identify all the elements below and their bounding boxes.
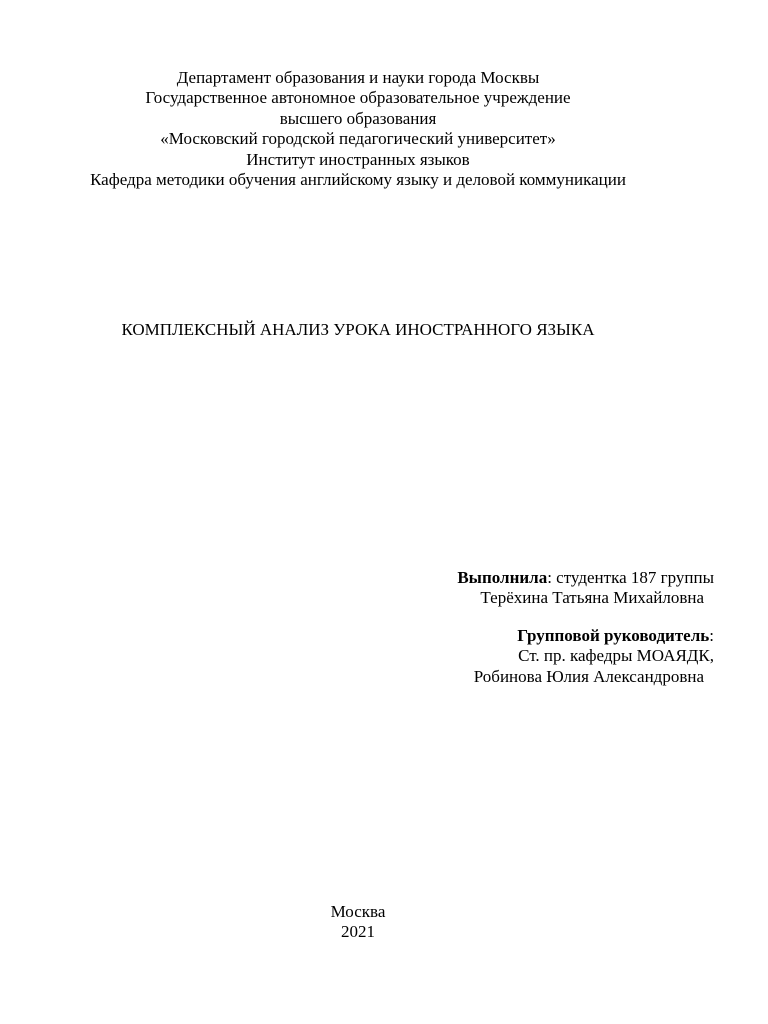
header-line-department: Департамент образования и науки города Москвы [176, 68, 540, 87]
header-line-chair: Кафедра методики обучения английскому языку и деловой коммуникации [90, 170, 626, 190]
supervisor-name: Робинова Юлия Александровна [473, 666, 704, 686]
header-line-university: «Московский городской педагогический университет» [160, 129, 556, 149]
header-line-institution-type: Государственное автономное образовательное учреждение [145, 88, 571, 108]
performer-label: Выполнила [457, 568, 548, 587]
document-title: КОМПЛЕКСНЫЙ АНАЛИЗ УРОКА ИНОСТРАННОГО ЯЗЫКА [121, 320, 595, 339]
signature-block [457, 568, 714, 687]
footer-city: Москва [330, 902, 386, 921]
place-and-year [0, 902, 768, 943]
footer-year: 2021 [341, 922, 375, 942]
supervisor-suffix: : [709, 625, 714, 645]
header-line-institute: Институт иностранных языков [246, 149, 470, 169]
performer-name: Терёхина Татьяна Михайловна [480, 588, 704, 608]
performer-line [457, 568, 714, 588]
institution-header [0, 68, 768, 190]
supervisor-line [457, 626, 714, 646]
header-line-education-level: высшего образования [279, 108, 437, 128]
supervisor-position: Ст. пр. кафедры МОАЯДК, [518, 646, 714, 666]
performer-suffix: : студентка 187 группы [547, 568, 714, 587]
signature-spacer [457, 609, 714, 626]
supervisor-label: Групповой руководитель [517, 625, 710, 645]
